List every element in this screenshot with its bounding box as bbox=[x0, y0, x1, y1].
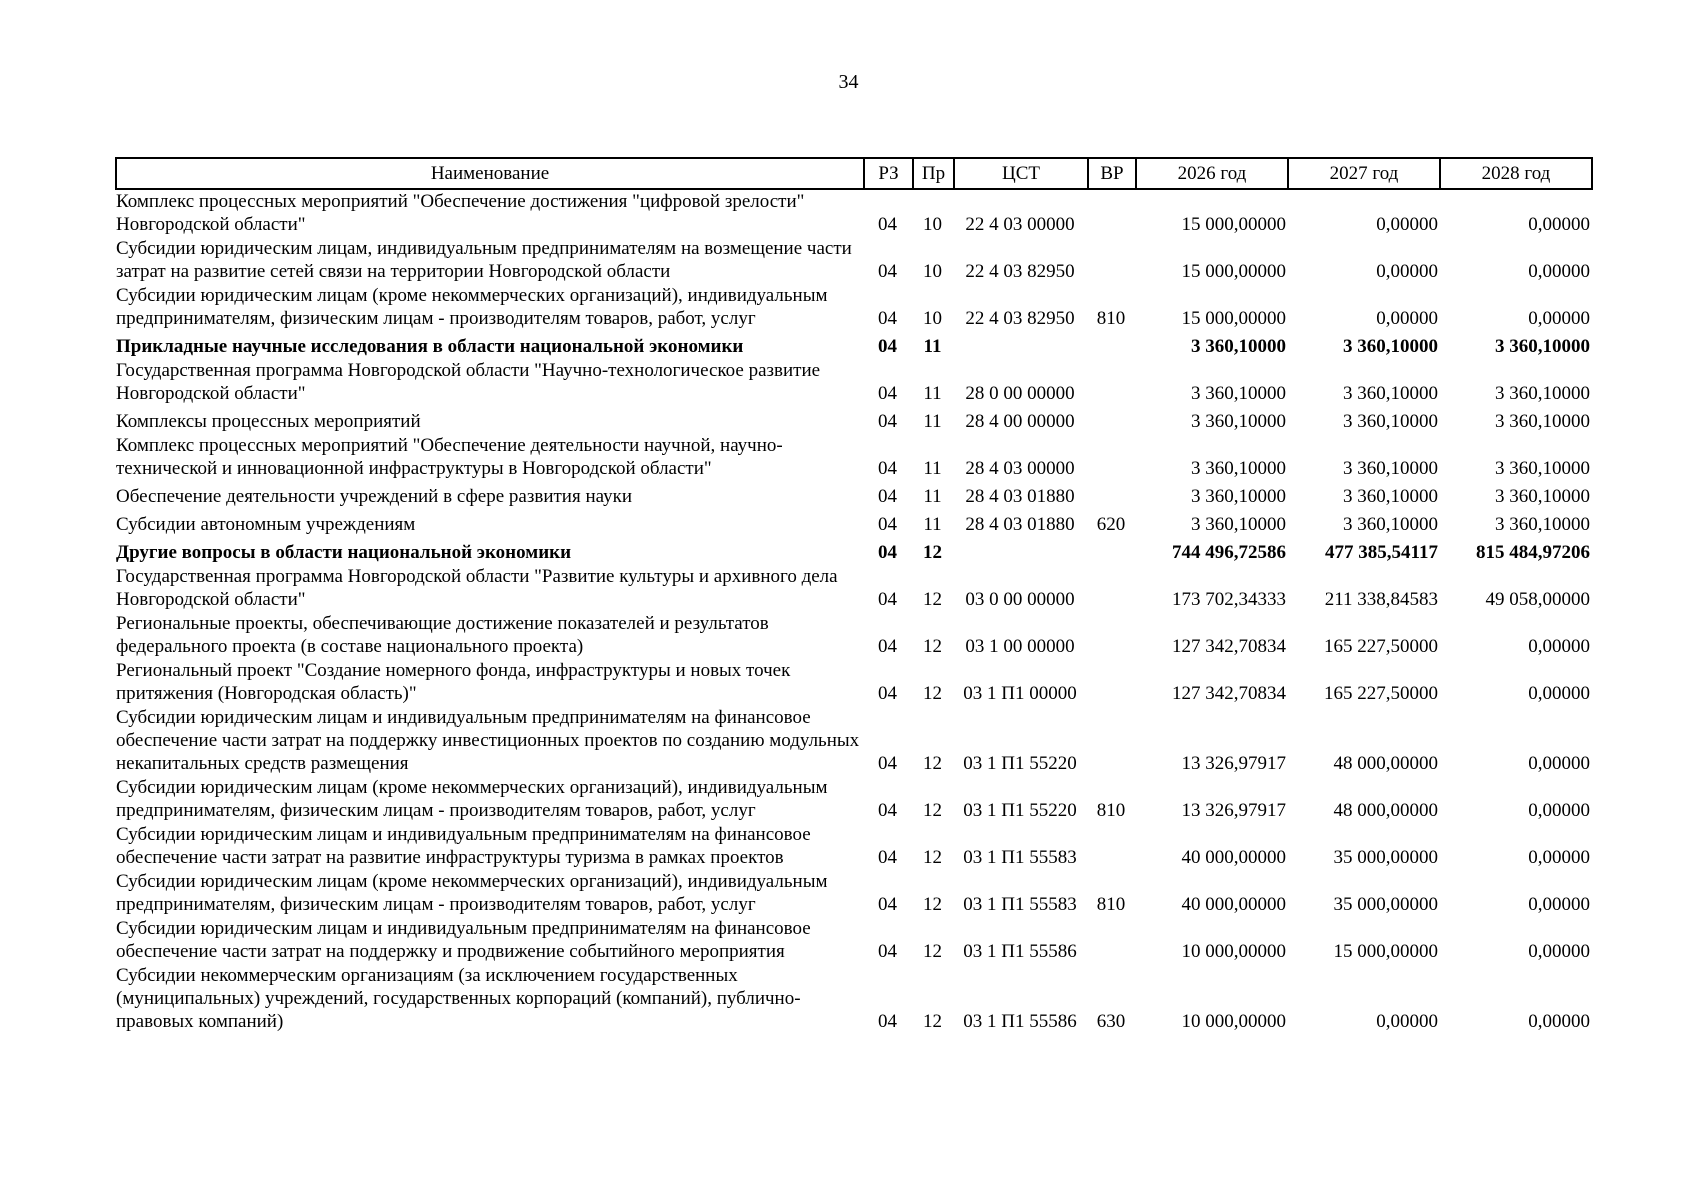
row-rz: 04 bbox=[878, 636, 897, 657]
row-name: Субсидии юридическим лицам (кроме некоммерческих организаций), индивидуальным предпринимателям, физическим лицам - производителям товаров, работ, услуг bbox=[116, 285, 828, 329]
row-vr: 810 bbox=[1096, 308, 1126, 329]
row-pr: 11 bbox=[923, 383, 942, 404]
row-cst bbox=[954, 537, 1088, 565]
row-2028: 3 360,10000 bbox=[1495, 336, 1590, 357]
row-rz: 04 bbox=[878, 458, 897, 479]
row-2027: 0,00000 bbox=[1376, 308, 1438, 329]
row-2028: 0,00000 bbox=[1528, 941, 1590, 962]
table-row bbox=[116, 870, 1592, 917]
header-2027: 2027 год bbox=[1288, 158, 1440, 189]
header-cst: ЦСТ bbox=[954, 158, 1088, 189]
row-cst: 03 1 П1 00000 bbox=[963, 683, 1077, 704]
row-rz: 04 bbox=[878, 683, 897, 704]
table-row bbox=[116, 189, 1592, 237]
row-2026: 744 496,72586 bbox=[1172, 542, 1286, 563]
row-vr bbox=[1088, 706, 1136, 776]
section-row bbox=[116, 537, 1592, 565]
table-row bbox=[116, 565, 1592, 612]
row-cst: 03 1 П1 55583 bbox=[963, 847, 1077, 868]
row-vr: 630 bbox=[1096, 1011, 1126, 1032]
row-2026: 3 360,10000 bbox=[1191, 458, 1286, 479]
header-2026: 2026 год bbox=[1136, 158, 1288, 189]
table-row bbox=[116, 237, 1592, 284]
row-pr: 12 bbox=[923, 941, 942, 962]
row-pr: 12 bbox=[923, 894, 942, 915]
row-2027: 165 227,50000 bbox=[1324, 636, 1438, 657]
row-2027: 35 000,00000 bbox=[1333, 847, 1438, 868]
table-row bbox=[116, 706, 1592, 776]
table-row bbox=[116, 406, 1592, 434]
row-name: Другие вопросы в области национальной экономики bbox=[116, 542, 572, 563]
row-vr: 620 bbox=[1096, 514, 1126, 535]
row-2028: 0,00000 bbox=[1528, 894, 1590, 915]
row-cst: 22 4 03 82950 bbox=[965, 308, 1075, 329]
header-2028: 2028 год bbox=[1440, 158, 1592, 189]
header-rz: РЗ bbox=[864, 158, 913, 189]
row-name: Комплекс процессных мероприятий "Обеспечение деятельности научной, научно-технической и инновационной инфраструктуры в Новгородской области" bbox=[116, 435, 783, 479]
row-2028: 3 360,10000 bbox=[1495, 383, 1590, 404]
table-row bbox=[116, 434, 1592, 481]
row-2026: 173 702,34333 bbox=[1172, 589, 1286, 610]
row-2027: 15 000,00000 bbox=[1333, 941, 1438, 962]
row-2026: 3 360,10000 bbox=[1191, 486, 1286, 507]
row-2026: 15 000,00000 bbox=[1181, 261, 1286, 282]
row-2026: 3 360,10000 bbox=[1191, 514, 1286, 535]
row-rz: 04 bbox=[878, 261, 897, 282]
row-rz: 04 bbox=[878, 383, 897, 404]
row-2028: 3 360,10000 bbox=[1495, 411, 1590, 432]
table-row bbox=[116, 917, 1592, 964]
row-2026: 15 000,00000 bbox=[1181, 214, 1286, 235]
row-rz: 04 bbox=[878, 800, 897, 821]
row-2026: 15 000,00000 bbox=[1181, 308, 1286, 329]
row-name: Региональные проекты, обеспечивающие достижение показателей и результатов федерального проекта (в составе национального проекта) bbox=[116, 613, 769, 657]
row-2026: 3 360,10000 bbox=[1191, 383, 1286, 404]
row-cst: 28 4 00 00000 bbox=[965, 411, 1075, 432]
row-name: Комплексы процессных мероприятий bbox=[116, 411, 421, 432]
row-vr bbox=[1088, 406, 1136, 434]
row-name: Государственная программа Новгородской области "Развитие культуры и архивного дела Новгородской области" bbox=[116, 566, 838, 610]
row-pr: 11 bbox=[923, 411, 942, 432]
row-pr: 12 bbox=[923, 589, 942, 610]
row-vr bbox=[1088, 612, 1136, 659]
row-2026: 40 000,00000 bbox=[1181, 894, 1286, 915]
row-rz: 04 bbox=[878, 589, 897, 610]
row-2027: 477 385,54117 bbox=[1325, 542, 1438, 563]
row-rz: 04 bbox=[878, 847, 897, 868]
row-vr bbox=[1088, 823, 1136, 870]
row-vr bbox=[1088, 237, 1136, 284]
row-name: Обеспечение деятельности учреждений в сфере развития науки bbox=[116, 486, 632, 507]
row-cst: 28 0 00 00000 bbox=[965, 383, 1075, 404]
row-cst: 28 4 03 01880 bbox=[965, 486, 1075, 507]
row-2026: 127 342,70834 bbox=[1172, 636, 1286, 657]
row-vr bbox=[1088, 917, 1136, 964]
row-2028: 0,00000 bbox=[1528, 261, 1590, 282]
row-2028: 0,00000 bbox=[1528, 308, 1590, 329]
row-cst: 28 4 03 01880 bbox=[965, 514, 1075, 535]
row-name: Субсидии юридическим лицам и индивидуальным предпринимателям на финансовое обеспечение части затрат на развитие инфраструктуры туризма в рамках проектов bbox=[116, 824, 811, 868]
row-cst bbox=[954, 331, 1088, 359]
row-rz: 04 bbox=[878, 514, 897, 535]
row-pr: 12 bbox=[923, 1011, 942, 1032]
row-2026: 3 360,10000 bbox=[1191, 336, 1286, 357]
row-2028: 0,00000 bbox=[1528, 636, 1590, 657]
row-name: Региональный проект "Создание номерного фонда, инфраструктуры и новых точек притяжения (Новгородская область)" bbox=[116, 660, 791, 704]
table-row bbox=[116, 509, 1592, 537]
row-cst: 03 1 П1 55586 bbox=[963, 1011, 1077, 1032]
header-pr: Пр bbox=[913, 158, 954, 189]
row-rz: 04 bbox=[878, 1011, 897, 1032]
row-pr: 11 bbox=[923, 514, 942, 535]
section-row bbox=[116, 331, 1592, 359]
row-2026: 10 000,00000 bbox=[1181, 941, 1286, 962]
table-row bbox=[116, 659, 1592, 706]
row-rz: 04 bbox=[878, 411, 897, 432]
row-2028: 3 360,10000 bbox=[1495, 458, 1590, 479]
row-vr bbox=[1088, 565, 1136, 612]
row-pr: 11 bbox=[923, 486, 942, 507]
row-2027: 211 338,84583 bbox=[1324, 589, 1438, 610]
table-row bbox=[116, 481, 1592, 509]
row-cst: 28 4 03 00000 bbox=[965, 458, 1075, 479]
row-cst: 03 1 П1 55586 bbox=[963, 941, 1077, 962]
row-vr: 810 bbox=[1096, 800, 1126, 821]
row-vr bbox=[1088, 331, 1136, 359]
row-2028: 0,00000 bbox=[1528, 800, 1590, 821]
row-cst: 22 4 03 00000 bbox=[965, 214, 1075, 235]
row-pr: 12 bbox=[923, 753, 942, 774]
row-2027: 3 360,10000 bbox=[1343, 336, 1438, 357]
row-rz: 04 bbox=[878, 542, 897, 563]
row-name: Государственная программа Новгородской области "Научно-технологическое развитие Новгородской области" bbox=[116, 360, 821, 404]
table-header-row bbox=[116, 158, 1592, 189]
row-2027: 3 360,10000 bbox=[1343, 458, 1438, 479]
row-cst: 03 1 П1 55583 bbox=[963, 894, 1077, 915]
row-name: Комплекс процессных мероприятий "Обеспечение достижения "цифровой зрелости" Новгородской области" bbox=[116, 191, 805, 235]
row-2027: 3 360,10000 bbox=[1343, 514, 1438, 535]
row-2027: 48 000,00000 bbox=[1333, 753, 1438, 774]
row-2026: 127 342,70834 bbox=[1172, 683, 1286, 704]
row-rz: 04 bbox=[878, 214, 897, 235]
row-name: Субсидии юридическим лицам и индивидуальным предпринимателям на финансовое обеспечение части затрат на поддержку и продвижение событийного мероприятия bbox=[116, 918, 811, 962]
row-2028: 815 484,97206 bbox=[1476, 542, 1590, 563]
row-2026: 10 000,00000 bbox=[1181, 1011, 1286, 1032]
row-2028: 0,00000 bbox=[1528, 847, 1590, 868]
row-pr: 10 bbox=[923, 214, 942, 235]
budget-table bbox=[115, 157, 1593, 1034]
page-number: 34 bbox=[838, 71, 859, 93]
table-row bbox=[116, 964, 1592, 1034]
row-pr: 12 bbox=[923, 847, 942, 868]
row-pr: 10 bbox=[923, 308, 942, 329]
row-rz: 04 bbox=[878, 753, 897, 774]
row-rz: 04 bbox=[878, 308, 897, 329]
row-2028: 0,00000 bbox=[1528, 214, 1590, 235]
row-pr: 12 bbox=[923, 683, 942, 704]
row-2028: 49 058,00000 bbox=[1485, 589, 1590, 610]
row-vr bbox=[1088, 434, 1136, 481]
row-rz: 04 bbox=[878, 486, 897, 507]
row-2027: 0,00000 bbox=[1376, 261, 1438, 282]
row-name: Субсидии автономным учреждениям bbox=[116, 514, 416, 535]
row-vr bbox=[1088, 481, 1136, 509]
row-cst: 03 1 00 00000 bbox=[965, 636, 1075, 657]
row-2027: 165 227,50000 bbox=[1324, 683, 1438, 704]
row-2027: 3 360,10000 bbox=[1343, 486, 1438, 507]
row-vr bbox=[1088, 659, 1136, 706]
row-cst: 03 0 00 00000 bbox=[965, 589, 1075, 610]
row-rz: 04 bbox=[878, 941, 897, 962]
row-cst: 03 1 П1 55220 bbox=[963, 800, 1077, 821]
row-2027: 35 000,00000 bbox=[1333, 894, 1438, 915]
row-2028: 0,00000 bbox=[1528, 683, 1590, 704]
row-pr: 12 bbox=[923, 542, 942, 563]
row-2027: 0,00000 bbox=[1376, 1011, 1438, 1032]
row-rz: 04 bbox=[878, 894, 897, 915]
row-2026: 13 326,97917 bbox=[1181, 753, 1286, 774]
row-2026: 3 360,10000 bbox=[1191, 411, 1286, 432]
row-vr: 810 bbox=[1096, 894, 1126, 915]
table-row bbox=[116, 776, 1592, 823]
row-2028: 0,00000 bbox=[1528, 1011, 1590, 1032]
row-2027: 3 360,10000 bbox=[1343, 383, 1438, 404]
row-name: Субсидии юридическим лицам (кроме некоммерческих организаций), индивидуальным предпринимателям, физическим лицам - производителям товаров, работ, услуг bbox=[116, 871, 828, 915]
header-name: Наименование bbox=[116, 158, 864, 189]
row-name: Субсидии юридическим лицам, индивидуальным предпринимателям на возмещение части затрат на развитие сетей связи на территории Новгородской области bbox=[116, 238, 852, 282]
row-pr: 11 bbox=[923, 458, 942, 479]
table-row bbox=[116, 823, 1592, 870]
table-row bbox=[116, 359, 1592, 406]
row-name: Субсидии некоммерческим организациям (за исключением государственных (муниципальных) учреждений, государственных корпораций (компаний), публично-правовых компаний) bbox=[116, 965, 801, 1032]
row-2028: 0,00000 bbox=[1528, 753, 1590, 774]
row-cst: 03 1 П1 55220 bbox=[963, 753, 1077, 774]
row-vr bbox=[1088, 537, 1136, 565]
header-vr: ВР bbox=[1088, 158, 1136, 189]
row-2027: 48 000,00000 bbox=[1333, 800, 1438, 821]
row-name: Субсидии юридическим лицам (кроме некоммерческих организаций), индивидуальным предпринимателям, физическим лицам - производителям товаров, работ, услуг bbox=[116, 777, 828, 821]
row-pr: 12 bbox=[923, 800, 942, 821]
row-pr: 10 bbox=[923, 261, 942, 282]
row-rz: 04 bbox=[878, 336, 897, 357]
row-2027: 0,00000 bbox=[1376, 214, 1438, 235]
row-2026: 40 000,00000 bbox=[1181, 847, 1286, 868]
row-2026: 13 326,97917 bbox=[1181, 800, 1286, 821]
row-2027: 3 360,10000 bbox=[1343, 411, 1438, 432]
row-2028: 3 360,10000 bbox=[1495, 514, 1590, 535]
row-pr: 12 bbox=[923, 636, 942, 657]
row-2028: 3 360,10000 bbox=[1495, 486, 1590, 507]
row-vr bbox=[1088, 189, 1136, 237]
row-vr bbox=[1088, 359, 1136, 406]
row-cst: 22 4 03 82950 bbox=[965, 261, 1075, 282]
table-row bbox=[116, 612, 1592, 659]
row-pr: 11 bbox=[923, 336, 942, 357]
table-row bbox=[116, 284, 1592, 331]
row-name: Субсидии юридическим лицам и индивидуальным предпринимателям на финансовое обеспечение части затрат на поддержку инвестиционных проектов по созданию модульных некапитальных средств размещения bbox=[116, 707, 860, 774]
row-name: Прикладные научные исследования в области национальной экономики bbox=[116, 336, 744, 357]
